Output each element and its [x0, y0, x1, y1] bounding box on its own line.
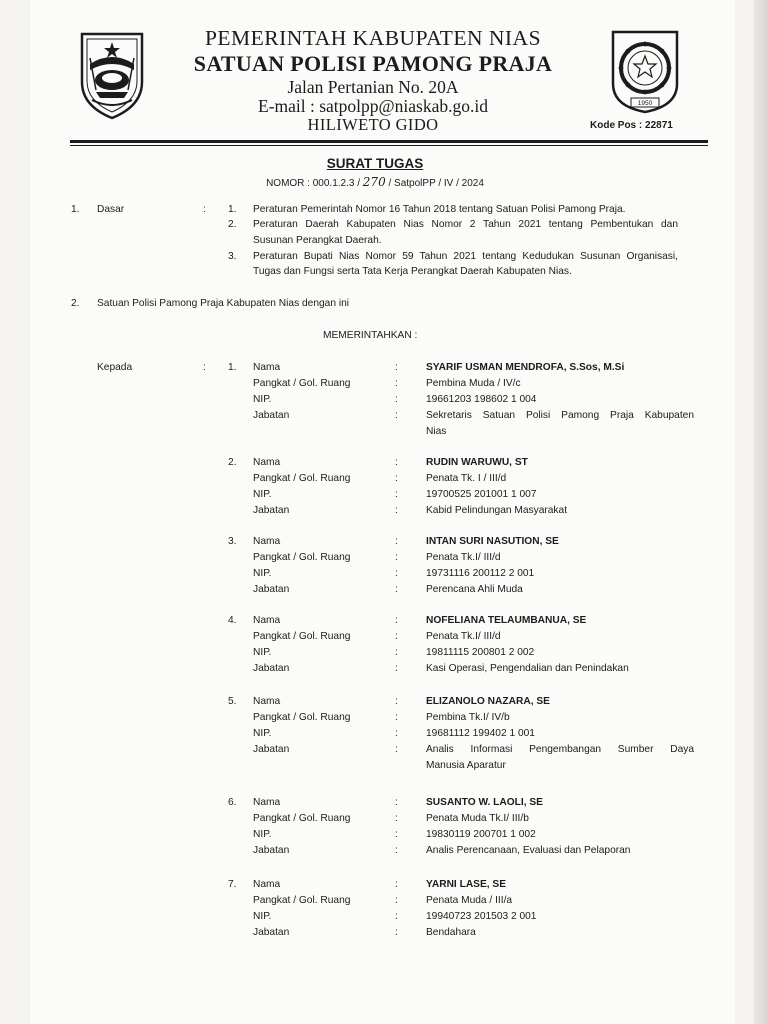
nomor-suffix: / SatpolPP / IV / 2024	[388, 178, 484, 189]
person-field-colon: :	[395, 647, 398, 658]
person-field-label: Nama	[253, 457, 281, 468]
seal-year: 1950	[637, 100, 653, 107]
person-field-label: Jabatan	[253, 505, 290, 516]
person-nip: 19661203 198602 1 004	[426, 394, 537, 405]
person-field-colon: :	[395, 362, 398, 373]
person-number: 1.	[228, 362, 237, 373]
person-field-colon: :	[395, 552, 398, 563]
person-jabatan: Kabid Pelindungan Masyarakat	[426, 505, 568, 516]
person-field-colon: :	[395, 536, 398, 547]
person-field-colon: :	[395, 712, 398, 723]
person-field-colon: :	[395, 663, 398, 674]
person-field-label: Jabatan	[253, 410, 290, 421]
person-field-colon: :	[395, 410, 398, 421]
person-field-label: Pangkat / Gol. Ruang	[253, 813, 351, 824]
kabupaten-nias-emblem	[76, 30, 148, 120]
kepada-label: Kepada	[97, 362, 133, 373]
person-nip: 19681112 199402 1 001	[426, 728, 535, 739]
person-field-label: NIP.	[253, 911, 272, 922]
person-number: 2.	[228, 457, 237, 468]
person-field-colon: :	[395, 489, 398, 500]
person-field-label: NIP.	[253, 568, 272, 579]
dasar-item-number: 1.	[228, 204, 237, 215]
person-field-colon: :	[395, 457, 398, 468]
person-pangkat: Penata Tk.I/ III/d	[426, 552, 501, 563]
person-nip: 19811115 200801 2 002	[426, 647, 535, 658]
dasar-item-text: Peraturan Bupati Nias Nomor 59 Tahun 2021 tentang Kedudukan Susunan Organisasi,	[253, 251, 678, 262]
person-nip: 19830119 200701 1 002	[426, 829, 536, 840]
person-field-colon: :	[395, 584, 398, 595]
person-name: INTAN SURI NASUTION, SE	[426, 536, 559, 547]
person-jabatan: Analis Informasi Pengembangan Sumber Daya	[426, 744, 694, 755]
person-field-label: Nama	[253, 536, 281, 547]
person-field-label: Nama	[253, 696, 281, 707]
dasar-item-number: 3.	[228, 251, 237, 262]
person-field-colon: :	[395, 813, 398, 824]
person-field-colon: :	[395, 728, 398, 739]
point2-number: 2.	[71, 298, 80, 309]
person-name: NOFELIANA TELAUMBANUA, SE	[426, 615, 587, 626]
kop-government: PEMERINTAH KABUPATEN NIAS	[204, 26, 542, 50]
person-field-label: Pangkat / Gol. Ruang	[253, 473, 351, 484]
person-field-label: Pangkat / Gol. Ruang	[253, 552, 351, 563]
dasar-item-text-cont: Susunan Perangkat Daerah.	[253, 235, 382, 246]
person-nip: 19940723 201503 2 001	[426, 911, 537, 922]
person-field-label: NIP.	[253, 647, 272, 658]
person-field-label: Nama	[253, 362, 281, 373]
person-field-label: Pangkat / Gol. Ruang	[253, 378, 351, 389]
dasar-item-text-cont: Tugas dan Fungsi serta Tata Kerja Perangkat Daerah Kabupaten Nias.	[253, 266, 572, 277]
person-field-colon: :	[395, 615, 398, 626]
person-pangkat: Penata Muda Tk.I/ III/b	[426, 813, 529, 824]
person-number: 5.	[228, 696, 237, 707]
person-field-label: Pangkat / Gol. Ruang	[253, 712, 351, 723]
kode-pos: Kode Pos : 22871	[590, 120, 673, 131]
person-field-label: Nama	[253, 615, 281, 626]
person-field-label: NIP.	[253, 728, 272, 739]
kop-address: Jalan Pertanian No. 20A	[287, 77, 459, 97]
dasar-colon: :	[203, 204, 206, 215]
person-field-colon: :	[395, 631, 398, 642]
person-nip: 19700525 201001 1 007	[426, 489, 537, 500]
person-field-label: Nama	[253, 797, 281, 808]
person-name: YARNI LASE, SE	[426, 879, 507, 890]
header-rule-thick	[70, 140, 708, 143]
person-jabatan: Perencana Ahli Muda	[426, 584, 523, 595]
document-title: SURAT TUGAS	[326, 156, 424, 171]
person-pangkat: Pembina Muda / IV/c	[426, 378, 521, 389]
person-number: 6.	[228, 797, 237, 808]
dasar-label: Dasar	[97, 204, 125, 215]
kop-city: HILIWETO GIDO	[307, 115, 439, 134]
person-field-colon: :	[395, 568, 398, 579]
person-number: 3.	[228, 536, 237, 547]
memerintahkan-heading: MEMERINTAHKAN :	[323, 330, 418, 341]
dasar-item-number: 2.	[228, 219, 237, 230]
person-field-colon: :	[395, 696, 398, 707]
kop-email: E-mail : satpolpp@niaskab.go.id	[258, 96, 488, 116]
document-number	[200, 175, 550, 189]
dasar-item-text: Peraturan Daerah Kabupaten Nias Nomor 2 Tahun 2021 tentang Pembentukan dan	[253, 219, 678, 230]
person-field-label: Jabatan	[253, 584, 290, 595]
scan-edge	[754, 0, 768, 1024]
person-field-colon: :	[395, 895, 398, 906]
person-number: 7.	[228, 879, 237, 890]
dasar-item-text: Peraturan Pemerintah Nomor 16 Tahun 2018 tentang Satuan Polisi Pamong Praja.	[253, 204, 626, 215]
point2-text: Satuan Polisi Pamong Praja Kabupaten Nias dengan ini	[97, 298, 350, 309]
person-number: 4.	[228, 615, 237, 626]
person-jabatan-cont: Nias	[426, 426, 447, 437]
person-field-colon: :	[395, 927, 398, 938]
person-field-colon: :	[395, 911, 398, 922]
person-field-colon: :	[395, 473, 398, 484]
person-field-label: NIP.	[253, 829, 272, 840]
person-jabatan-cont: Manusia Aparatur	[426, 760, 506, 771]
person-field-label: Jabatan	[253, 663, 290, 674]
person-field-label: Jabatan	[253, 744, 290, 755]
person-field-colon: :	[395, 845, 398, 856]
kepada-colon: :	[203, 362, 206, 373]
person-field-label: NIP.	[253, 394, 272, 405]
person-field-label: Pangkat / Gol. Ruang	[253, 631, 351, 642]
nomor-prefix: NOMOR : 000.1.2.3 /	[266, 178, 361, 189]
document-page	[30, 0, 735, 1024]
person-name: SYARIF USMAN MENDROFA, S.Sos, M.Si	[426, 362, 625, 373]
person-field-colon: :	[395, 879, 398, 890]
person-field-colon: :	[395, 505, 398, 516]
header-rule-thin	[70, 145, 708, 146]
nomor-handwritten: 270	[362, 175, 386, 189]
person-field-colon: :	[395, 394, 398, 405]
person-jabatan: Kasi Operasi, Pengendalian dan Penindakan	[426, 663, 629, 674]
person-field-colon: :	[395, 797, 398, 808]
person-field-colon: :	[395, 378, 398, 389]
kop-agency: SATUAN POLISI PAMONG PRAJA	[193, 51, 553, 76]
person-pangkat: Penata Muda / III/a	[426, 895, 513, 906]
person-field-label: Jabatan	[253, 927, 290, 938]
person-field-label: NIP.	[253, 489, 272, 500]
dasar-number: 1.	[71, 204, 80, 215]
person-jabatan: Sekretaris Satuan Polisi Pamong Praja Kabupaten	[426, 410, 694, 421]
person-field-colon: :	[395, 829, 398, 840]
person-field-label: Nama	[253, 879, 281, 890]
person-pangkat: Pembina Tk.I/ IV/b	[426, 712, 510, 723]
person-pangkat: Penata Tk.I/ III/d	[426, 631, 501, 642]
person-field-colon: :	[395, 744, 398, 755]
person-jabatan: Bendahara	[426, 927, 476, 938]
person-nip: 19731116 200112 2 001	[426, 568, 535, 579]
person-jabatan: Analis Perencanaan, Evaluasi dan Pelaporan	[426, 845, 631, 856]
person-name: ELIZANOLO NAZARA, SE	[426, 696, 550, 707]
person-name: RUDIN WARUWU, ST	[426, 457, 528, 468]
person-field-label: Pangkat / Gol. Ruang	[253, 895, 351, 906]
person-field-label: Jabatan	[253, 845, 290, 856]
person-name: SUSANTO W. LAOLI, SE	[426, 797, 543, 808]
person-pangkat: Penata Tk. I / III/d	[426, 473, 507, 484]
